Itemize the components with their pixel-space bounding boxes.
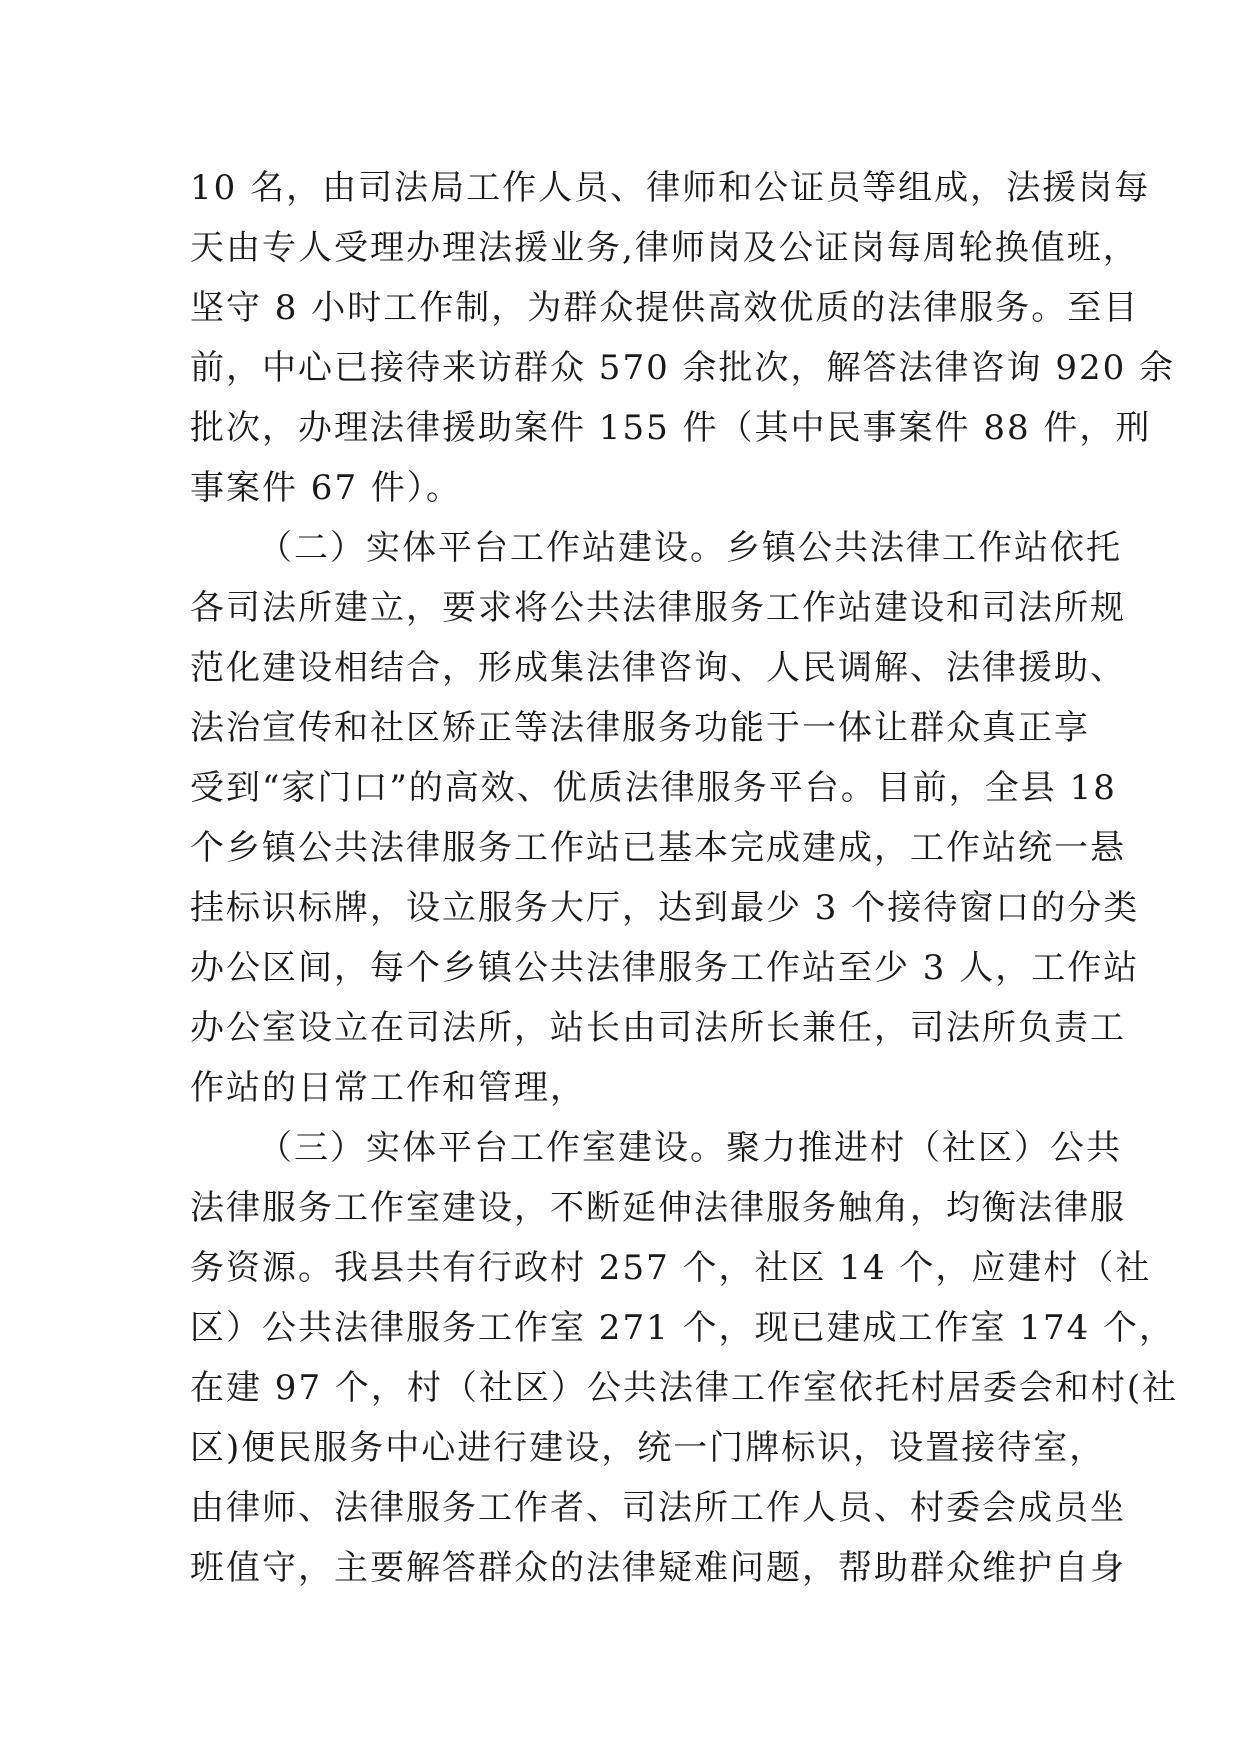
text-line: 前，中心已接待来访群众 570 余批次，解答法律咨询 920 余 <box>190 348 1176 388</box>
text-line: 区）公共法律服务工作室 271 个，现已建成工作室 174 个， <box>190 1308 1176 1348</box>
text-line: 班值守，主要解答群众的法律疑难问题，帮助群众维护自身 <box>190 1548 1126 1588</box>
text-line: （二）实体平台工作站建设。乡镇公共法律工作站依托 <box>258 528 1122 568</box>
text-line: 范化建设相结合，形成集法律咨询、人民调解、法律援助、 <box>190 648 1126 688</box>
text-line: 办公室设立在司法所，站长由司法所长兼任，司法所负责工 <box>190 1008 1126 1048</box>
paragraph-3 <box>190 1118 1179 1598</box>
text-line: 各司法所建立，要求将公共法律服务工作站建设和司法所规 <box>190 588 1126 628</box>
text-line: （三）实体平台工作室建设。聚力推进村（社区）公共 <box>258 1128 1122 1168</box>
paragraph-1 <box>190 158 1176 518</box>
text-line: 作站的日常工作和管理， <box>190 1068 586 1108</box>
text-line: 法治宣传和社区矫正等法律服务功能于一体让群众真正享 <box>190 708 1090 748</box>
text-line: 事案件 67 件）。 <box>190 468 462 508</box>
text-line: 法律服务工作室建设，不断延伸法律服务触角，均衡法律服 <box>190 1188 1126 1228</box>
text-line: 在建 97 个，村（社区）公共法律工作室依托村居委会和村(社 <box>190 1368 1179 1408</box>
paragraph-2 <box>190 518 1140 1118</box>
document-body <box>190 158 1179 1598</box>
text-line: 批次，办理法律援助案件 155 件（其中民事案件 88 件，刑 <box>190 408 1152 448</box>
text-line: 受到“家门口”的高效、优质法律服务平台。目前，全县 18 <box>190 768 1117 808</box>
text-line: 10 名，由司法局工作人员、律师和公证员等组成，法援岗每 <box>190 168 1151 208</box>
text-line: 天由专人受理办理法援业务,律师岗及公证岗每周轮换值班， <box>190 228 1139 268</box>
text-line: 办公区间，每个乡镇公共法律服务工作站至少 3 人，工作站 <box>190 948 1140 988</box>
text-line: 务资源。我县共有行政村 257 个，社区 14 个，应建村（社 <box>190 1248 1152 1288</box>
text-line: 个乡镇公共法律服务工作站已基本完成建成，工作站统一悬 <box>190 828 1126 868</box>
text-line: 坚守 8 小时工作制，为群众提供高效优质的法律服务。至目 <box>190 288 1140 328</box>
text-line: 挂标识标牌，设立服务大厅，达到最少 3 个接待窗口的分类 <box>190 888 1140 928</box>
text-line: 由律师、法律服务工作者、司法所工作人员、村委会成员坐 <box>190 1488 1126 1528</box>
text-line: 区)便民服务中心进行建设，统一门牌标识，设置接待室， <box>190 1428 1106 1468</box>
